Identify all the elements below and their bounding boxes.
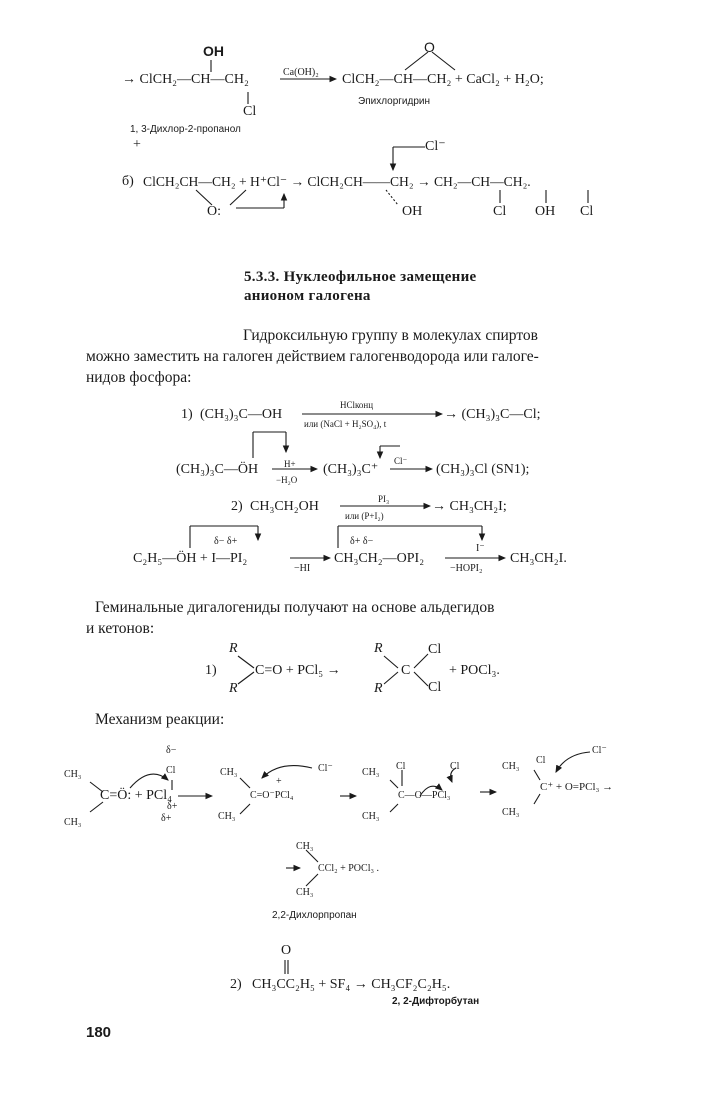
m1-core: C=Ö: + PCl₄ <box>100 788 173 803</box>
eq3-cl-bond-bottom <box>414 672 428 686</box>
mech1-lhs: (CH₃)₃C—ÖH <box>176 462 259 477</box>
top-lhs-chain: → ClCH₂—CH—CH₂ <box>122 72 249 87</box>
eq1-reagent-top: HClконц <box>340 400 374 410</box>
eq3-r2-bond-top <box>384 656 398 668</box>
m3-cl-p: Cl <box>450 761 460 772</box>
eq1-label: 1) <box>181 407 193 422</box>
eq4-lhs: CH₃CC₂H₅ + SF₄ → CH₃CF₂C₂H₅. <box>252 977 451 992</box>
eq3-carbonyl: C=O + PCl₅ → <box>255 663 341 678</box>
m4-curved-arrow <box>556 752 590 772</box>
b-sub-cl1: Cl <box>493 204 507 219</box>
section-number: 5.3.3. <box>244 269 280 285</box>
eq3-cl-bond-top <box>414 654 428 668</box>
m2-bond-bottom <box>240 804 250 814</box>
eq3-r2-top: R <box>374 641 383 656</box>
eq4-label: 2) <box>230 977 242 992</box>
top-reagent: Ca(OH)₂ <box>283 67 319 78</box>
b-plus: + <box>133 137 141 152</box>
b-epoxide-o: O: <box>207 204 221 219</box>
b-cl-minus: Cl⁻ <box>425 139 446 154</box>
epoxide-b-right <box>230 190 246 205</box>
m4-cl: Cl <box>536 755 546 766</box>
p-ch3-bottom: CH₃ <box>296 887 314 898</box>
epoxide-bond-right <box>432 52 455 70</box>
para2-line2: и кетонов: <box>86 620 155 637</box>
b-chain: ClCH₂CH—CH₂ + H⁺Cl⁻ → ClCH₂CH——CH₂ → CH₂—CH—CH₂. <box>143 174 531 189</box>
m3-ch3-top: CH₃ <box>362 767 380 778</box>
eq1-reagent-bottom: или (NaCl + H₂SO₄), t <box>304 419 387 429</box>
page-number: 180 <box>86 1024 112 1041</box>
mech1-mid: (CH₃)₃C⁺ <box>323 462 379 477</box>
p-caption: 2,2-Дихлорпропан <box>272 910 357 921</box>
para1-line2: можно заместить на галоген действием галогенводорода или галоге- <box>86 348 539 365</box>
para1-line1: Гидроксильную группу в молекулах спиртов <box>243 327 538 344</box>
mech2-charges: δ− δ+ <box>214 536 238 547</box>
mech2-step2: −HOPI₂ <box>450 563 483 574</box>
b-oh: OH <box>402 204 423 219</box>
top-reactant-caption: 1, 3-Дихлор-2-пропанол <box>130 124 241 135</box>
m1-delta-plus2: δ+ <box>161 813 172 824</box>
m3-core: C—O—PCl₃ <box>398 790 451 801</box>
m4-cl-minus: Cl⁻ <box>592 745 607 756</box>
eq3-rhs: + POCl₃. <box>449 663 500 678</box>
m1-ch3-top: CH₃ <box>64 769 82 780</box>
eq2-reagent-top: PI₃ <box>378 494 390 504</box>
mechanism-title: Механизм реакции: <box>95 711 225 728</box>
top-oh: OH <box>203 43 224 59</box>
eq3-r-bond-bottom <box>238 672 254 684</box>
section-heading <box>244 268 477 306</box>
mech2-step1: −HI <box>294 563 311 574</box>
eq3-r-top: R <box>229 641 238 656</box>
p-ch3-top: CH₃ <box>296 841 314 852</box>
m3-cl-top: Cl <box>396 761 406 772</box>
eq2-rhs: → CH₃CH₂I; <box>432 499 507 514</box>
eq4-caption: 2, 2-Дифторбутан <box>392 996 480 1007</box>
b-label: б) <box>122 174 134 189</box>
b-sub-oh: OH <box>535 204 556 219</box>
oh-dotted-bond <box>386 190 398 205</box>
eq2-lhs: CH₃CH₂OH <box>250 499 319 514</box>
p-core: CCl₂ + POCl₃ . <box>318 863 379 874</box>
m2-ch3-top: CH₃ <box>220 767 238 778</box>
mech1-rhs: (CH₃)₃Cl (SN1); <box>436 462 530 477</box>
mech2-mid: CH₃CH₂—OPI₂ <box>334 551 425 566</box>
eq2-reagent-bottom: или (P+I₂) <box>345 511 384 521</box>
eq3-r2-bond-bottom <box>384 672 398 684</box>
eq1-lhs: (CH₃)₃C—OH <box>200 407 283 422</box>
m3-ch3-bottom: CH₃ <box>362 811 380 822</box>
mech2-i-minus: I⁻ <box>476 543 485 554</box>
m3-bond-top <box>390 780 398 788</box>
mech2-rhs: CH₃CH₂I. <box>510 551 567 566</box>
eq3-c: C <box>401 663 411 678</box>
para1-line3: нидов фосфора: <box>86 369 192 386</box>
m2-cl-minus: Cl⁻ <box>318 763 333 774</box>
m4-core: C⁺ + O=PCl₃ → <box>540 781 614 793</box>
m2-ch3-bottom: CH₃ <box>218 811 236 822</box>
mech2-mid-charges: δ+ δ− <box>350 536 374 547</box>
m2-plus: + <box>276 776 282 787</box>
eq3-label: 1) <box>205 663 217 678</box>
eq2-label: 2) <box>231 499 243 514</box>
top-product-caption: Эпихлоргидрин <box>358 96 430 107</box>
m3-bond-bottom <box>390 804 398 812</box>
top-product: ClCH₂—CH—CH₂ + CaCl₂ + H₂O; <box>342 72 544 87</box>
para2-line1: Геминальные дигалогениды получают на основе альдегидов <box>95 599 495 616</box>
top-epoxide-o: O <box>424 39 435 55</box>
mech1-step1-top: H+ <box>284 459 296 469</box>
m1-ch3-bottom: CH₃ <box>64 817 82 828</box>
eq3-r2-bottom: R <box>374 681 383 696</box>
m1-delta-minus: δ− <box>166 745 177 756</box>
mech2-lhs: C₂H₅—ÖH + I—PI₂ <box>133 551 248 566</box>
m2-bond-top <box>240 778 250 788</box>
section-title-line1: Нуклеофильное замещение <box>283 269 477 285</box>
m1-delta-plus: δ+ <box>167 801 178 812</box>
m4-ch3-bottom: CH₃ <box>502 807 520 818</box>
b-sub-cl2: Cl <box>580 204 594 219</box>
top-lhs-cl: Cl <box>243 104 257 119</box>
m4-ch3-top: CH₃ <box>502 761 520 772</box>
mech1-step1-bottom: −H₂O <box>276 475 298 485</box>
eq3-cl-bottom: Cl <box>428 680 442 695</box>
m2-core: C=O⁻PCl₄ <box>250 790 294 801</box>
m1-cl: Cl <box>166 765 176 776</box>
eq3-r-bond-top <box>238 656 254 668</box>
eq3-r-bottom: R <box>229 681 238 696</box>
eq3-cl-top: Cl <box>428 642 442 657</box>
section-title-line2: анионом галогена <box>244 288 371 304</box>
mech1-step2-top: Cl⁻ <box>394 456 408 466</box>
m2-curved-arrow <box>262 766 312 778</box>
eq1-rhs: → (CH₃)₃C—Cl; <box>444 407 541 422</box>
m1-curved-arrow <box>130 774 168 788</box>
eq4-o: O <box>281 943 292 958</box>
